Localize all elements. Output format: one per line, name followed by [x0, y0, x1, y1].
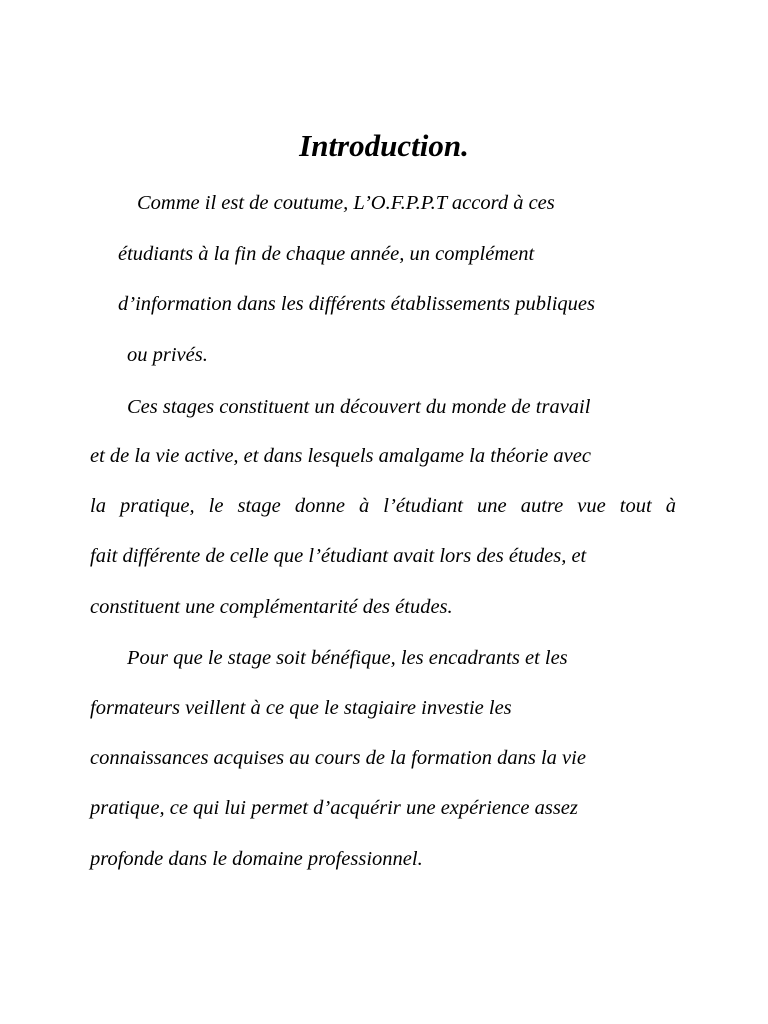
text-line-5: Ces stages constituent un découvert du monde de travail	[127, 396, 591, 418]
text-line-13: pratique, ce qui lui permet d’acquérir une expérience assez	[90, 797, 578, 819]
text-line-4: ou privés.	[127, 344, 208, 366]
text-line-14: profonde dans le domaine professionnel.	[90, 848, 423, 870]
page-title: Introduction.	[299, 128, 469, 163]
text-line-7: la pratique, le stage donne à l’étudiant une autre vue tout à	[90, 495, 676, 517]
text-line-2: étudiants à la fin de chaque année, un complément	[118, 243, 535, 265]
text-line-12: connaissances acquises au cours de la formation dans la vie	[90, 747, 586, 769]
text-line-3: d’information dans les différents établissements publiques	[118, 293, 595, 315]
text-line-6: et de la vie active, et dans lesquels amalgame la théorie avec	[90, 445, 591, 467]
text-line-11: formateurs veillent à ce que le stagiaire investie les	[90, 697, 512, 719]
text-line-9: constituent une complémentarité des études.	[90, 596, 453, 618]
text-line-1: Comme il est de coutume, L’O.F.P.P.T accord à ces	[137, 192, 555, 214]
text-line-8: fait différente de celle que l’étudiant avait lors des études, et	[90, 545, 587, 567]
text-line-10: Pour que le stage soit bénéfique, les encadrants et les	[127, 647, 568, 669]
